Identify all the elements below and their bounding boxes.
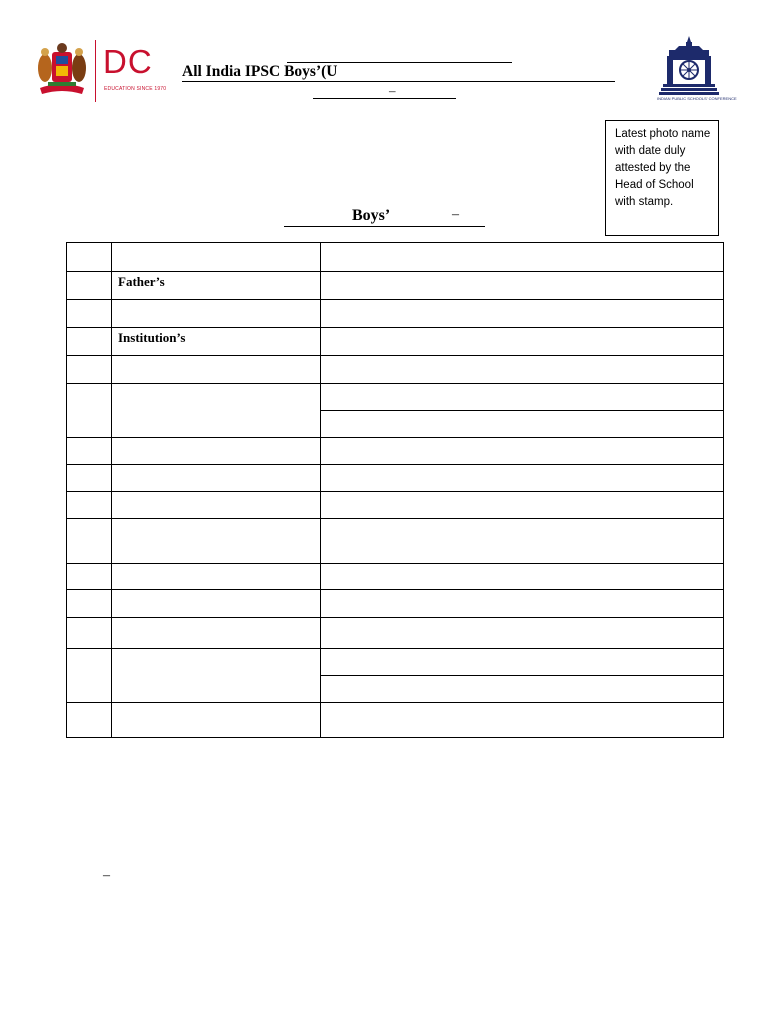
ipsc-caption: INDIAN PUBLIC SCHOOLS' CONFERENCE bbox=[657, 96, 737, 101]
header-title: All India IPSC Boys’(U bbox=[182, 63, 338, 80]
field-value-institutions[interactable] bbox=[321, 328, 724, 356]
field-value-cell[interactable] bbox=[321, 618, 724, 649]
table-row bbox=[67, 356, 724, 384]
field-value-cell[interactable] bbox=[321, 676, 724, 703]
field-value-cell[interactable] bbox=[321, 519, 724, 564]
header-title-underline bbox=[182, 81, 615, 82]
form-title-underline bbox=[284, 226, 485, 227]
field-value-cell[interactable] bbox=[321, 590, 724, 618]
field-value-cell[interactable] bbox=[321, 411, 724, 438]
field-label-cell bbox=[112, 243, 321, 272]
field-label-cell bbox=[112, 564, 321, 590]
table-row bbox=[67, 590, 724, 618]
photo-box bbox=[605, 120, 719, 236]
field-label-cell bbox=[112, 384, 321, 438]
field-value-cell[interactable] bbox=[321, 564, 724, 590]
serial-cell bbox=[67, 384, 112, 438]
form-title-dash: – bbox=[452, 207, 459, 222]
serial-cell bbox=[67, 492, 112, 519]
field-value-cell[interactable] bbox=[321, 465, 724, 492]
field-label-institutions: Institution’s bbox=[112, 328, 321, 356]
field-label-cell bbox=[112, 465, 321, 492]
table-row bbox=[67, 564, 724, 590]
field-label-cell bbox=[112, 300, 321, 328]
serial-cell bbox=[67, 519, 112, 564]
serial-cell bbox=[67, 590, 112, 618]
field-value-cell[interactable] bbox=[321, 243, 724, 272]
field-value-cell[interactable] bbox=[321, 384, 724, 411]
serial-cell bbox=[67, 465, 112, 492]
serial-cell bbox=[67, 564, 112, 590]
table-row bbox=[67, 492, 724, 519]
logo-text: DC bbox=[103, 43, 153, 80]
serial-cell bbox=[67, 243, 112, 272]
table-row bbox=[67, 649, 724, 676]
field-value-cell[interactable] bbox=[321, 356, 724, 384]
table-row bbox=[67, 618, 724, 649]
serial-cell bbox=[67, 438, 112, 465]
footer-dash: – bbox=[103, 868, 110, 883]
serial-cell bbox=[67, 649, 112, 703]
field-label-cell bbox=[112, 590, 321, 618]
logo-tagline: EDUCATION SINCE 1970 bbox=[104, 86, 167, 92]
field-label-cell bbox=[112, 492, 321, 519]
serial-cell bbox=[67, 272, 112, 300]
table-row bbox=[67, 300, 724, 328]
serial-cell bbox=[67, 300, 112, 328]
table-row bbox=[67, 703, 724, 738]
field-label-cell bbox=[112, 703, 321, 738]
field-label-fathers: Father’s bbox=[112, 272, 321, 300]
field-label-cell bbox=[112, 649, 321, 703]
serial-cell bbox=[67, 618, 112, 649]
field-value-cell[interactable] bbox=[321, 703, 724, 738]
crest-icon bbox=[36, 42, 88, 98]
field-label-cell bbox=[112, 618, 321, 649]
field-value-cell[interactable] bbox=[321, 438, 724, 465]
serial-cell bbox=[67, 703, 112, 738]
field-label-cell bbox=[112, 438, 321, 465]
table-row bbox=[67, 384, 724, 411]
field-value-cell[interactable] bbox=[321, 492, 724, 519]
ipsc-logo-icon bbox=[657, 36, 721, 96]
field-value-fathers[interactable] bbox=[321, 272, 724, 300]
table-row bbox=[67, 328, 724, 356]
form-title: Boys’ bbox=[352, 207, 391, 224]
header-underline-bottom bbox=[313, 98, 456, 99]
table-row bbox=[67, 243, 724, 272]
serial-cell bbox=[67, 356, 112, 384]
table-row bbox=[67, 272, 724, 300]
dc-logo bbox=[36, 40, 167, 102]
header-dash: – bbox=[389, 83, 396, 98]
logo-separator bbox=[95, 40, 96, 102]
table-row bbox=[67, 438, 724, 465]
serial-cell bbox=[67, 328, 112, 356]
table-row bbox=[67, 465, 724, 492]
photo-instructions: Latest photo name with date duly attested by the Head of School with stamp. bbox=[615, 128, 711, 208]
entry-form-table bbox=[66, 242, 724, 738]
table-row bbox=[67, 519, 724, 564]
field-label-cell bbox=[112, 519, 321, 564]
field-value-cell[interactable] bbox=[321, 649, 724, 676]
ipsc-emblem bbox=[657, 36, 737, 102]
field-value-cell[interactable] bbox=[321, 300, 724, 328]
field-label-cell bbox=[112, 356, 321, 384]
